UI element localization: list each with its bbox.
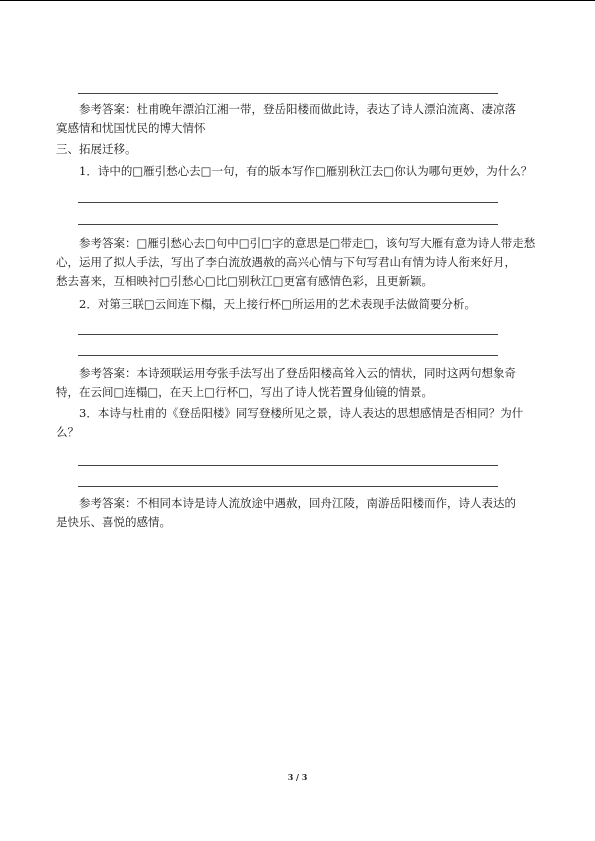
question-2: 2．对第三联□云间连下榻，天上接行杯□所运用的艺术表现手法做简要分析。 — [56, 297, 477, 311]
reference-answer-1-line-1: 参考答案：杜甫晚年漂泊江湘一带，登岳阳楼而做此诗，表达了诗人漂泊流离、凄凉落 — [56, 102, 516, 116]
reference-answer-1-line-2: 寞感情和忧国忧民的博大情怀 — [56, 121, 206, 135]
reference-answer-2 — [56, 234, 542, 291]
answer-blank-line[interactable] — [78, 465, 498, 466]
reference-answer-2-line-1: 参考答案：□雁引愁心去□句中□引□字的意思是□带走□，该句写大雁有意为诗人带走愁 — [56, 236, 536, 250]
answer-blank-line[interactable] — [78, 334, 498, 335]
reference-answer-4 — [56, 494, 542, 532]
reference-answer-2-line-3: 愁去喜来，互相映衬□引愁心□比□别秋江□更富有感情色彩，且更新颖。 — [56, 274, 433, 288]
question-3 — [56, 404, 542, 442]
answer-blank-line[interactable] — [78, 224, 498, 225]
answer-blank-line[interactable] — [78, 486, 498, 487]
reference-answer-3 — [56, 364, 542, 402]
reference-answer-4-line-2: 是快乐、喜悦的感情。 — [56, 515, 171, 529]
reference-answer-3-line-2: 特，在云间□连榻□，在天上□行杯□，写出了诗人恍若置身仙镜的情景。 — [56, 385, 433, 399]
answer-blank-line[interactable] — [78, 355, 498, 356]
page-top-border — [0, 0, 595, 1]
reference-answer-3-line-1: 参考答案：本诗颈联运用夸张手法写出了登岳阳楼高耸入云的情状，同时这两句想象奇 — [56, 366, 516, 380]
page-number: 3 / 3 — [287, 772, 308, 782]
question-1: 1．诗中的□雁引愁心去□一句，有的版本写作□雁别秋江去□你认为哪句更妙，为什么？ — [56, 164, 533, 178]
reference-answer-2-line-2: 心，运用了拟人手法，写出了李白流放遇赦的高兴心情与下句写君山有情为诗人衔来好月， — [56, 255, 516, 269]
reference-answer-1 — [56, 100, 542, 138]
section-title: 三、拓展迁移。 — [56, 142, 137, 156]
question-3-line-2: 么？ — [56, 425, 79, 439]
reference-answer-4-line-1: 参考答案：不相同本诗是诗人流放途中遇赦，回舟江陵，南游岳阳楼而作，诗人表达的 — [56, 496, 516, 510]
answer-blank-line[interactable] — [78, 93, 498, 94]
answer-blank-line[interactable] — [78, 202, 498, 203]
question-3-line-1: 3．本诗与杜甫的《登岳阳楼》同写登楼所见之景，诗人表达的思想感情是否相同？为什 — [56, 406, 524, 420]
